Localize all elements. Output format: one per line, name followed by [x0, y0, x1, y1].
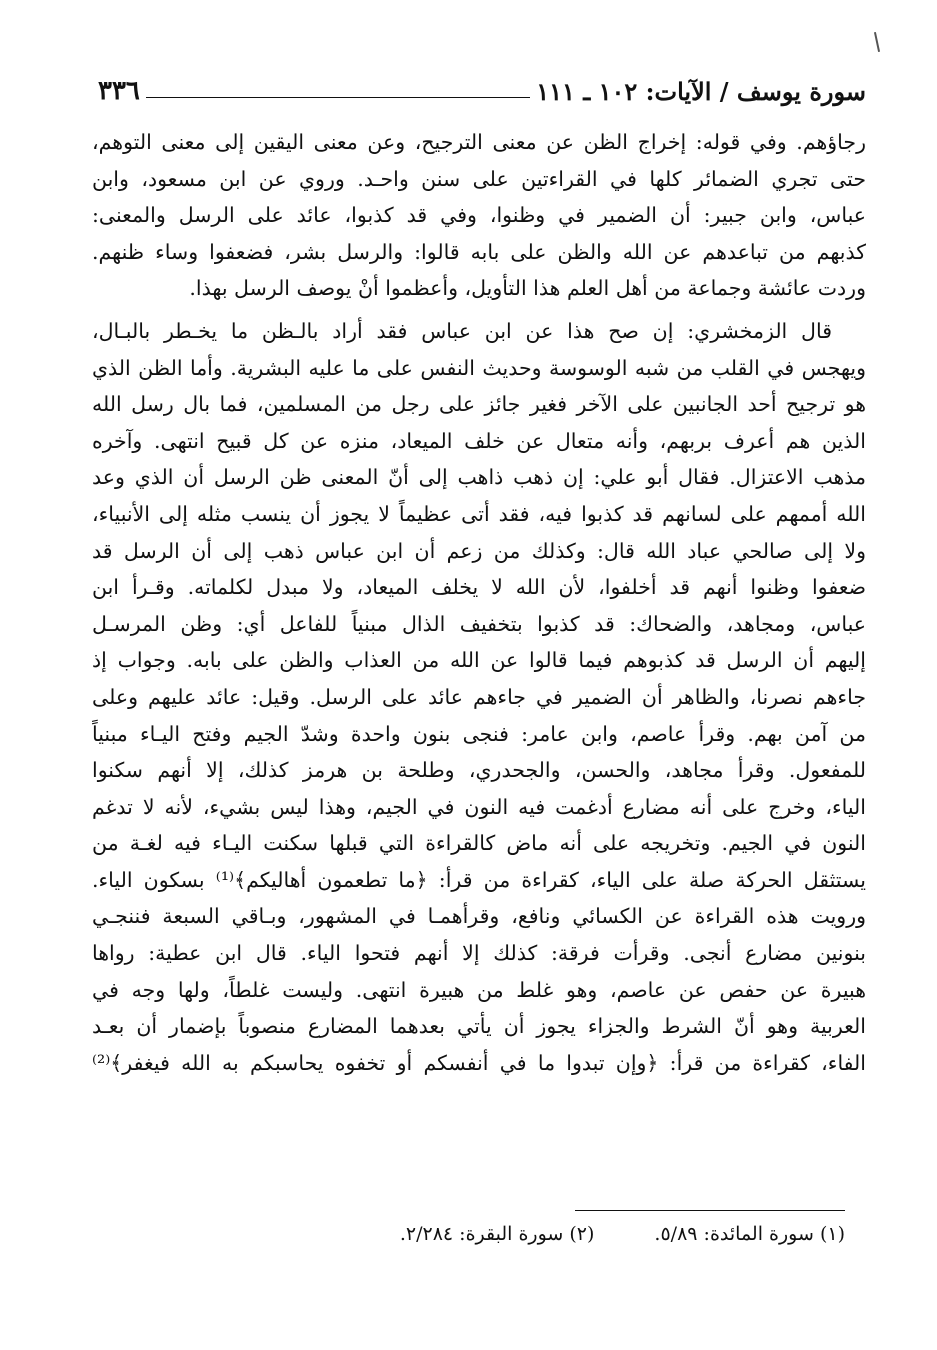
text-line: كذبهم من تباعدهم عن الله والظن على بابه قالوا: والرسل بشر، فضعفوا وساء ظنهم.	[92, 239, 866, 264]
page-number: ٣٣٦	[98, 76, 140, 106]
footnote-rule	[575, 1210, 845, 1211]
text-line: وردت عائشة وجماعة من أهل العلم هذا التأويل، وأعظموا أنْ يوصف الرسل بهذا.	[189, 276, 866, 301]
header-rule	[146, 97, 530, 98]
footnotes	[345, 1218, 845, 1250]
main-text	[92, 124, 866, 1081]
text-line: قال الزمخشري: إن صح هذا عن ابن عباس فقد أراد بالـظن ما يخـطر بالبـال،	[92, 318, 832, 343]
paragraph-2	[92, 313, 866, 1081]
text-line: النون في الجيم. وتخريجه على أنه ماض كالقراءة التي قبلها سكنت اليـاء فيه لغـة من	[92, 831, 866, 856]
text-line: ورويت هذه القراءة عن الكسائي ونافع، وقرأهمـا في المشهور، وبـاقي السبعة فننجـي	[92, 904, 866, 929]
text-line: هو ترجيح أحد الجانبين على الآخر فغير جائز على رجل من المسلمين، فما بال رسل الله	[92, 392, 866, 417]
text-line: الله أممهم على لسانهم قد كذبوا فيه، فقد أتى عظيماً لا يجوز أن ينسب مثله إلى الأنبياء،	[92, 501, 866, 526]
text-line: ضعفوا وظنوا أنهم قد أخلفوا، لأن الله لا يخلف الميعاد، ولا مبدل لكلماته. وقـرأ ابن	[92, 575, 866, 600]
text-line: عباس، وابن جبير: أن الضمير في وظنوا، وفي قد كذبوا، عائد على الرسل والمعنى:	[92, 203, 866, 228]
scan-mark	[874, 32, 880, 52]
text-line: للمفعول. وقرأ مجاهد، والحسن، والجحدري، وطلحة بن هرمز كذلك، إلا أنهم سكنوا	[92, 758, 866, 783]
text-line: رجاؤهم. وفي قوله: إخراج الظن عن معنى الترجيح، وعن معنى اليقين إلى معنى التوهم،	[92, 130, 866, 154]
footnote-1: (١) سورة المائدة: ٥/٨٩.	[654, 1223, 845, 1245]
footnote-2: (٢) سورة البقرة: ٢/٢٨٤.	[399, 1223, 595, 1245]
text-line: من آمن بهم. وقرأ عاصم، وابن عامر: فنجى بنون واحدة وشدّ الجيم وفتح اليـاء مبنياً	[92, 721, 866, 746]
text-line: بنونين مضارع أنجى. وقرأت فرقة: كذلك إلا أنهم فتحوا الياء. قال ابن عطية: رواها	[92, 941, 866, 966]
text-line: يستثقل الحركة صلة على الياء، كقراءة من قرأ: ﴿ما تطعمون أهاليكم﴾⁽¹⁾ بسكون الياء.	[92, 867, 866, 892]
text-line: العربية وهو أنّ الشرط والجزاء يجوز أن يأتي بعدهما المضارع منصوباً بإضمار أن بعـد	[92, 1014, 866, 1039]
text-line: جاءهم نصرنا، والظاهر أن الضمير في جاءهم عائد على الرسل. وقيل: عائد عليهم وعلى	[92, 684, 866, 709]
text-line: هبيرة عن حفص عن عاصم، وهو غلط من هبيرة انتهى. وليست غلطاً، ولها وجه في	[92, 977, 866, 1002]
text-line: ولا إلى صالحي عباد الله قال: وكذلك من زعم أن ابن عباس ذهب إلى أن الرسل قد	[92, 538, 866, 563]
page-header	[92, 58, 866, 108]
paragraph-1	[92, 124, 866, 307]
text-line: حتى تجري الضمائر كلها في القراءتين على سنن واحـد. وروي عن ابن مسعود، وابن	[92, 166, 866, 191]
text-line: عباس، ومجاهد، والضحاك: قد كذبوا بتخفيف الذال مبنياً للفاعل أي: وظن المرسـل	[92, 611, 866, 636]
text-line: الذين هم أعرف بربهم، وأنه متعال عن خلف الميعاد، منزه عن كل قبيح انتهى. وآخره	[92, 428, 866, 453]
text-line: الياء، وخرج على أنه مضارع أدغمت فيه النون في الجيم، وهذا ليس بشيء، لأنه لا تدغم	[92, 794, 866, 819]
text-line: الفاء، كقراءة من قرأ: ﴿وإن تبدوا ما في أنفسكم أو تخفوه يحاسبكم به الله فيغفر﴾⁽²⁾	[92, 1050, 866, 1075]
text-line: مذهب الاعتزال. فقال أبو علي: إن ذهب ذاهب إلى أنّ المعنى ظن الرسل أن الذي وعد	[92, 465, 866, 490]
running-title: سورة يوسف / الآيات: ١٠٢ ـ ١١١	[536, 77, 866, 106]
text-line: إليهم أن الرسل قد كذبوهم فيما قالوا عن الله من العذاب والظن على بابه. وجواب إذ	[92, 648, 866, 673]
text-line: ويهجس في القلب من شبه الوسوسة وحديث النفس على ما عليه البشرية. وأما الظن الذي	[92, 355, 866, 380]
